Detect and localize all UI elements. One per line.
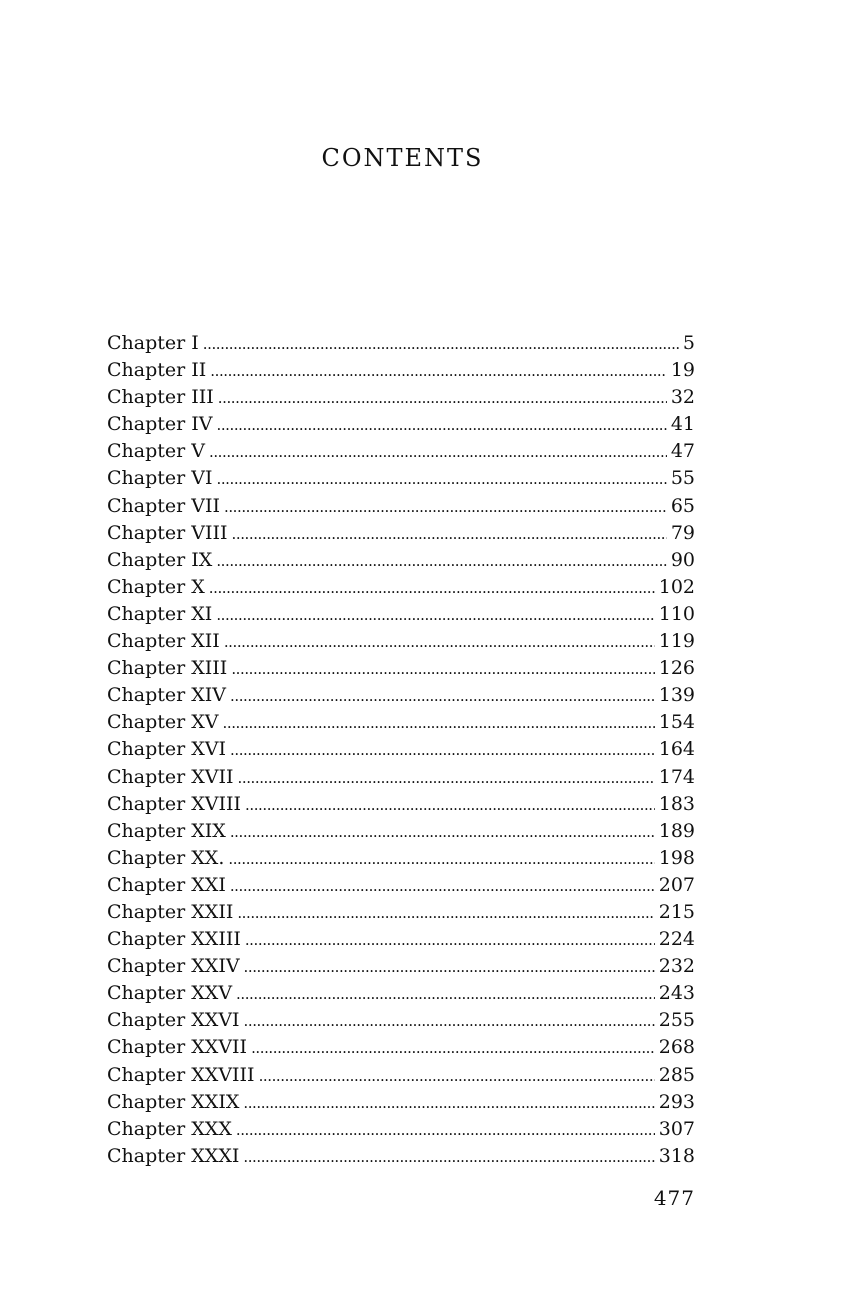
- dot-leader: [223, 709, 655, 737]
- toc-entry-label: Chapter VIII: [107, 521, 228, 544]
- toc-entry-label: Chapter XIV: [107, 684, 227, 707]
- dot-leader: [245, 791, 655, 819]
- toc-entry-page: 215: [658, 900, 695, 923]
- toc-entry: [107, 682, 695, 709]
- dot-leader: [251, 1034, 655, 1062]
- toc-entry-label: Chapter XVIII: [107, 792, 242, 815]
- dot-leader: [216, 601, 654, 629]
- toc-entry-page: 174: [658, 765, 695, 788]
- toc-entry-label: Chapter XXII: [107, 900, 234, 923]
- toc-entry-page: 318: [658, 1144, 695, 1167]
- toc-entry: [107, 574, 695, 601]
- toc-entry-label: Chapter XV: [107, 711, 219, 734]
- toc-entry-page: 139: [658, 684, 695, 707]
- toc-entry: [107, 1143, 695, 1170]
- toc-entry-label: Chapter XIII: [107, 657, 228, 680]
- toc-entry: [107, 899, 695, 926]
- toc-entry: [107, 1034, 695, 1061]
- dot-leader: [230, 682, 655, 710]
- dot-leader: [231, 655, 654, 683]
- toc-entry-label: Chapter XXV: [107, 982, 233, 1005]
- toc-entry: [107, 1089, 695, 1116]
- toc-entry: [107, 438, 695, 465]
- toc-entry-label: Chapter XXX: [107, 1117, 232, 1140]
- toc-entry-label: Chapter III: [107, 386, 214, 409]
- toc-entry: [107, 601, 695, 628]
- dot-leader: [224, 493, 667, 521]
- toc-entry-label: Chapter VII: [107, 494, 220, 517]
- toc-entry: [107, 357, 695, 384]
- toc-entry-page: 32: [670, 386, 695, 409]
- toc-entry: [107, 465, 695, 492]
- toc-entry-label: Chapter XX.: [107, 846, 225, 869]
- toc-entry-page: 19: [670, 359, 695, 382]
- toc-entry-label: Chapter XIX: [107, 819, 226, 842]
- dot-leader: [230, 818, 655, 846]
- dot-leader: [228, 845, 654, 873]
- dot-leader: [210, 357, 667, 385]
- page-title: CONTENTS: [321, 144, 484, 172]
- toc-entry: [107, 953, 695, 980]
- toc-entry-label: Chapter XXVII: [107, 1036, 248, 1059]
- toc-entry: [107, 764, 695, 791]
- dot-leader: [209, 574, 655, 602]
- toc-entry-label: Chapter XXXI: [107, 1144, 240, 1167]
- toc-entry-page: 189: [658, 819, 695, 842]
- dot-leader: [217, 465, 667, 493]
- toc-entry-label: Chapter XXIII: [107, 928, 241, 951]
- toc-entry-page: 55: [670, 467, 695, 490]
- toc-entry: [107, 628, 695, 655]
- toc-entry-page: 232: [658, 955, 695, 978]
- dot-leader: [209, 438, 667, 466]
- toc-entry-page: 47: [670, 440, 695, 463]
- dot-leader: [245, 926, 655, 954]
- dot-leader: [236, 1116, 655, 1144]
- toc-entry-label: Chapter XII: [107, 630, 220, 653]
- toc-entry-label: Chapter XVI: [107, 738, 227, 761]
- dot-leader: [243, 1143, 654, 1171]
- dot-leader: [244, 953, 655, 981]
- dot-leader: [217, 411, 667, 439]
- toc-entry-page: 154: [658, 711, 695, 734]
- toc-entry-label: Chapter XXIV: [107, 955, 240, 978]
- toc-entry-label: Chapter XI: [107, 602, 213, 625]
- toc-entry-page: 307: [658, 1117, 695, 1140]
- dot-leader: [230, 736, 655, 764]
- toc-entry: [107, 1116, 695, 1143]
- toc-entry-page: 5: [682, 332, 695, 354]
- toc-entry-label: Chapter XVII: [107, 765, 234, 788]
- dot-leader: [224, 628, 655, 656]
- toc-entry-page: 268: [658, 1036, 695, 1059]
- toc-entry-page: 255: [658, 1009, 695, 1032]
- toc-entry: [107, 1062, 695, 1089]
- toc-entry-label: Chapter V: [107, 440, 205, 463]
- toc-entry-page: 110: [658, 602, 695, 625]
- dot-leader: [237, 899, 654, 927]
- toc-entry-page: 243: [658, 982, 695, 1005]
- dot-leader: [259, 1062, 655, 1090]
- toc-entry-page: 41: [670, 413, 695, 436]
- toc-entry: [107, 709, 695, 736]
- dot-leader: [244, 1007, 655, 1035]
- dot-leader: [243, 1089, 654, 1117]
- toc-entry-label: Chapter IV: [107, 413, 213, 436]
- dot-leader: [232, 520, 667, 548]
- toc-entry-page: 126: [658, 657, 695, 680]
- toc-entry-label: Chapter I: [107, 332, 199, 354]
- toc-entry-page: 102: [658, 575, 695, 598]
- dot-leader: [236, 980, 655, 1008]
- toc-entry-page: 65: [670, 494, 695, 517]
- toc-entry: [107, 736, 695, 763]
- toc-entry-label: Chapter II: [107, 359, 207, 382]
- toc-entry: [107, 1007, 695, 1034]
- toc-entry-label: Chapter XXI: [107, 873, 226, 896]
- toc-entry: [107, 547, 695, 574]
- dot-leader: [218, 384, 667, 412]
- toc-entry-page: 224: [658, 928, 695, 951]
- toc-entry-page: 79: [670, 521, 695, 544]
- toc-entry: [107, 655, 695, 682]
- toc-entry: [107, 872, 695, 899]
- toc-entry-label: Chapter XXVI: [107, 1009, 240, 1032]
- toc-entry: [107, 520, 695, 547]
- toc-entry: [107, 384, 695, 411]
- toc-entry-page: 183: [658, 792, 695, 815]
- toc-entry-page: 285: [658, 1063, 695, 1086]
- page-number: 477: [653, 1186, 695, 1210]
- toc-entry: [107, 845, 695, 872]
- toc-entry: [107, 493, 695, 520]
- toc-entry-page: 198: [658, 846, 695, 869]
- toc-entry: [107, 980, 695, 1007]
- toc-entry: [107, 330, 695, 357]
- toc-entry-page: 164: [658, 738, 695, 761]
- toc-entry-label: Chapter XXVIII: [107, 1063, 255, 1086]
- toc-entry-label: Chapter IX: [107, 548, 213, 571]
- toc-entry: [107, 818, 695, 845]
- toc-entry-label: Chapter XXIX: [107, 1090, 240, 1113]
- toc-entry-label: Chapter X: [107, 575, 205, 598]
- toc-entry-page: 119: [658, 630, 695, 653]
- table-of-contents: [107, 330, 695, 1170]
- dot-leader: [203, 330, 679, 358]
- toc-entry-page: 90: [670, 548, 695, 571]
- dot-leader: [216, 547, 667, 575]
- toc-entry: [107, 411, 695, 438]
- toc-entry: [107, 926, 695, 953]
- toc-entry-label: Chapter VI: [107, 467, 213, 490]
- dot-leader: [230, 872, 655, 900]
- dot-leader: [238, 764, 655, 792]
- toc-entry: [107, 791, 695, 818]
- toc-entry-page: 207: [658, 873, 695, 896]
- toc-entry-page: 293: [658, 1090, 695, 1113]
